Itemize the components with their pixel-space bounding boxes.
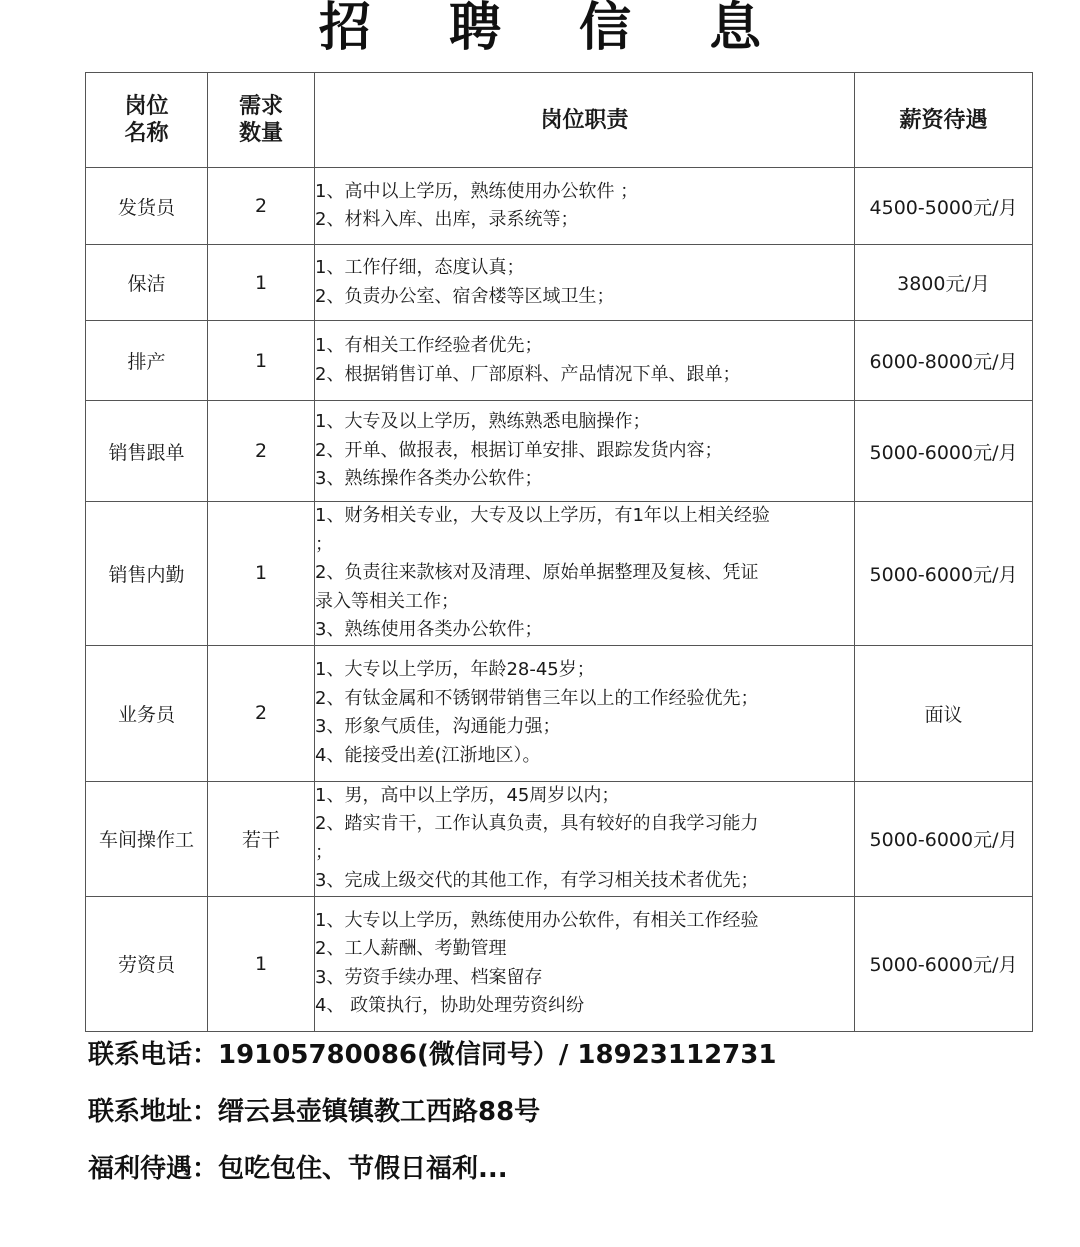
- duties-cell: [315, 645, 855, 781]
- duties-cell: [315, 245, 855, 321]
- duties-cell: [315, 401, 855, 502]
- table-row: [86, 245, 1033, 321]
- duties-cell: [315, 321, 855, 401]
- table-row: [86, 781, 1033, 896]
- job-rows: [86, 168, 1033, 1032]
- duty-line: 3、劳资手续办理、档案留存: [315, 966, 543, 988]
- salary-cell: 5000-6000元/月: [855, 401, 1033, 502]
- demand-count-cell: 2: [208, 645, 315, 781]
- contact-address: 联系地址：缙云县壶镇镇教工西路88号: [88, 1097, 541, 1127]
- table-row: [86, 401, 1033, 502]
- duty-line: 4、 政策执行，协助处理劳资纠纷: [315, 995, 585, 1016]
- table-row: [86, 645, 1033, 781]
- duty-line: 1、大专以上学历，熟练使用办公软件，有相关工作经验: [315, 909, 759, 931]
- demand-count-cell: 1: [208, 321, 315, 401]
- duties-cell: [315, 896, 855, 1031]
- position-name-cell: 销售内勤: [86, 502, 208, 646]
- duty-line: 3、完成上级交代的其他工作，有学习相关技术者优先；: [315, 870, 759, 891]
- page-title: 招 聘 信 息: [318, 0, 792, 58]
- duty-line: 2、工人薪酬、考勤管理: [315, 938, 507, 959]
- demand-count-cell: 2: [208, 168, 315, 245]
- job-table: [85, 72, 1033, 1032]
- contact-phone: 联系电话：19105780086(微信同号）/ 18923112731: [88, 1040, 777, 1070]
- position-name-cell: 排产: [86, 321, 208, 401]
- demand-count-cell: 若干: [208, 781, 315, 896]
- header-salary: 薪资待遇: [855, 73, 1033, 168]
- duties-cell: [315, 168, 855, 245]
- demand-count-cell: 2: [208, 401, 315, 502]
- table-row: [86, 168, 1033, 245]
- duty-line: ；: [315, 841, 333, 863]
- duty-line: 1、工作仔细，态度认真；: [315, 257, 525, 278]
- header-demand-count: 需求 数量: [208, 73, 315, 168]
- salary-cell: 面议: [855, 645, 1033, 781]
- duty-line: 2、负责办公室、宿舍楼等区域卫生；: [315, 285, 615, 307]
- position-name-cell: 车间操作工: [86, 781, 208, 896]
- duty-line: 2、负责往来款核对及清理、原始单据整理及复核、凭证: [315, 562, 759, 583]
- position-name-cell: 劳资员: [86, 896, 208, 1031]
- duty-line: 2、踏实肯干，工作认真负责，具有较好的自我学习能力: [315, 813, 759, 834]
- duty-line: 1、财务相关专业，大专及以上学历，有1年以上相关经验: [315, 505, 770, 526]
- demand-count-cell: 1: [208, 245, 315, 321]
- duty-line: 3、形象气质佳，沟通能力强；: [315, 716, 561, 737]
- duty-line: 4、能接受出差(江浙地区）。: [315, 744, 541, 766]
- duties-cell: [315, 781, 855, 896]
- duty-line: 1、男，高中以上学历，45周岁以内；: [315, 784, 620, 806]
- table-header-row: [86, 73, 1033, 168]
- salary-cell: 3800元/月: [855, 245, 1033, 321]
- duty-line: 3、熟练使用各类办公软件；: [315, 619, 543, 640]
- table-row: [86, 502, 1033, 646]
- duty-line: 1、大专及以上学历，熟练熟悉电脑操作；: [315, 411, 651, 433]
- duties-cell: [315, 502, 855, 646]
- duty-line: 3、熟练操作各类办公软件；: [315, 468, 543, 490]
- duty-line: 1、有相关工作经验者优先；: [315, 335, 543, 356]
- duty-line: 2、开单、做报表，根据订单安排、跟踪发货内容；: [315, 439, 723, 461]
- header-position-name: 岗位 名称: [86, 73, 208, 168]
- duty-line: 录入等相关工作；: [315, 590, 459, 612]
- salary-cell: 5000-6000元/月: [855, 502, 1033, 646]
- duty-line: 2、根据销售订单、厂部原料、产品情况下单、跟单；: [315, 363, 741, 385]
- contact-section: [88, 1032, 1048, 1203]
- salary-cell: 6000-8000元/月: [855, 321, 1033, 401]
- table-row: [86, 896, 1033, 1031]
- duty-line: 1、大专以上学历，年龄28-45岁；: [315, 659, 595, 680]
- position-name-cell: 保洁: [86, 245, 208, 321]
- salary-cell: 5000-6000元/月: [855, 781, 1033, 896]
- demand-count-cell: 1: [208, 502, 315, 646]
- position-name-cell: 销售跟单: [86, 401, 208, 502]
- header-duties: 岗位职责: [315, 73, 855, 168]
- duty-line: ；: [315, 533, 333, 555]
- salary-cell: 5000-6000元/月: [855, 896, 1033, 1031]
- duty-line: 1、高中以上学历，熟练使用办公软件 ；: [315, 180, 639, 202]
- duty-line: 2、材料入库、出库，录系统等；: [315, 209, 579, 230]
- duty-line: 2、有钛金属和不锈钢带销售三年以上的工作经验优先；: [315, 687, 759, 709]
- benefits: 福利待遇：包吃包住、节假日福利...: [88, 1154, 508, 1184]
- salary-cell: 4500-5000元/月: [855, 168, 1033, 245]
- position-name-cell: 发货员: [86, 168, 208, 245]
- position-name-cell: 业务员: [86, 645, 208, 781]
- table-row: [86, 321, 1033, 401]
- demand-count-cell: 1: [208, 896, 315, 1031]
